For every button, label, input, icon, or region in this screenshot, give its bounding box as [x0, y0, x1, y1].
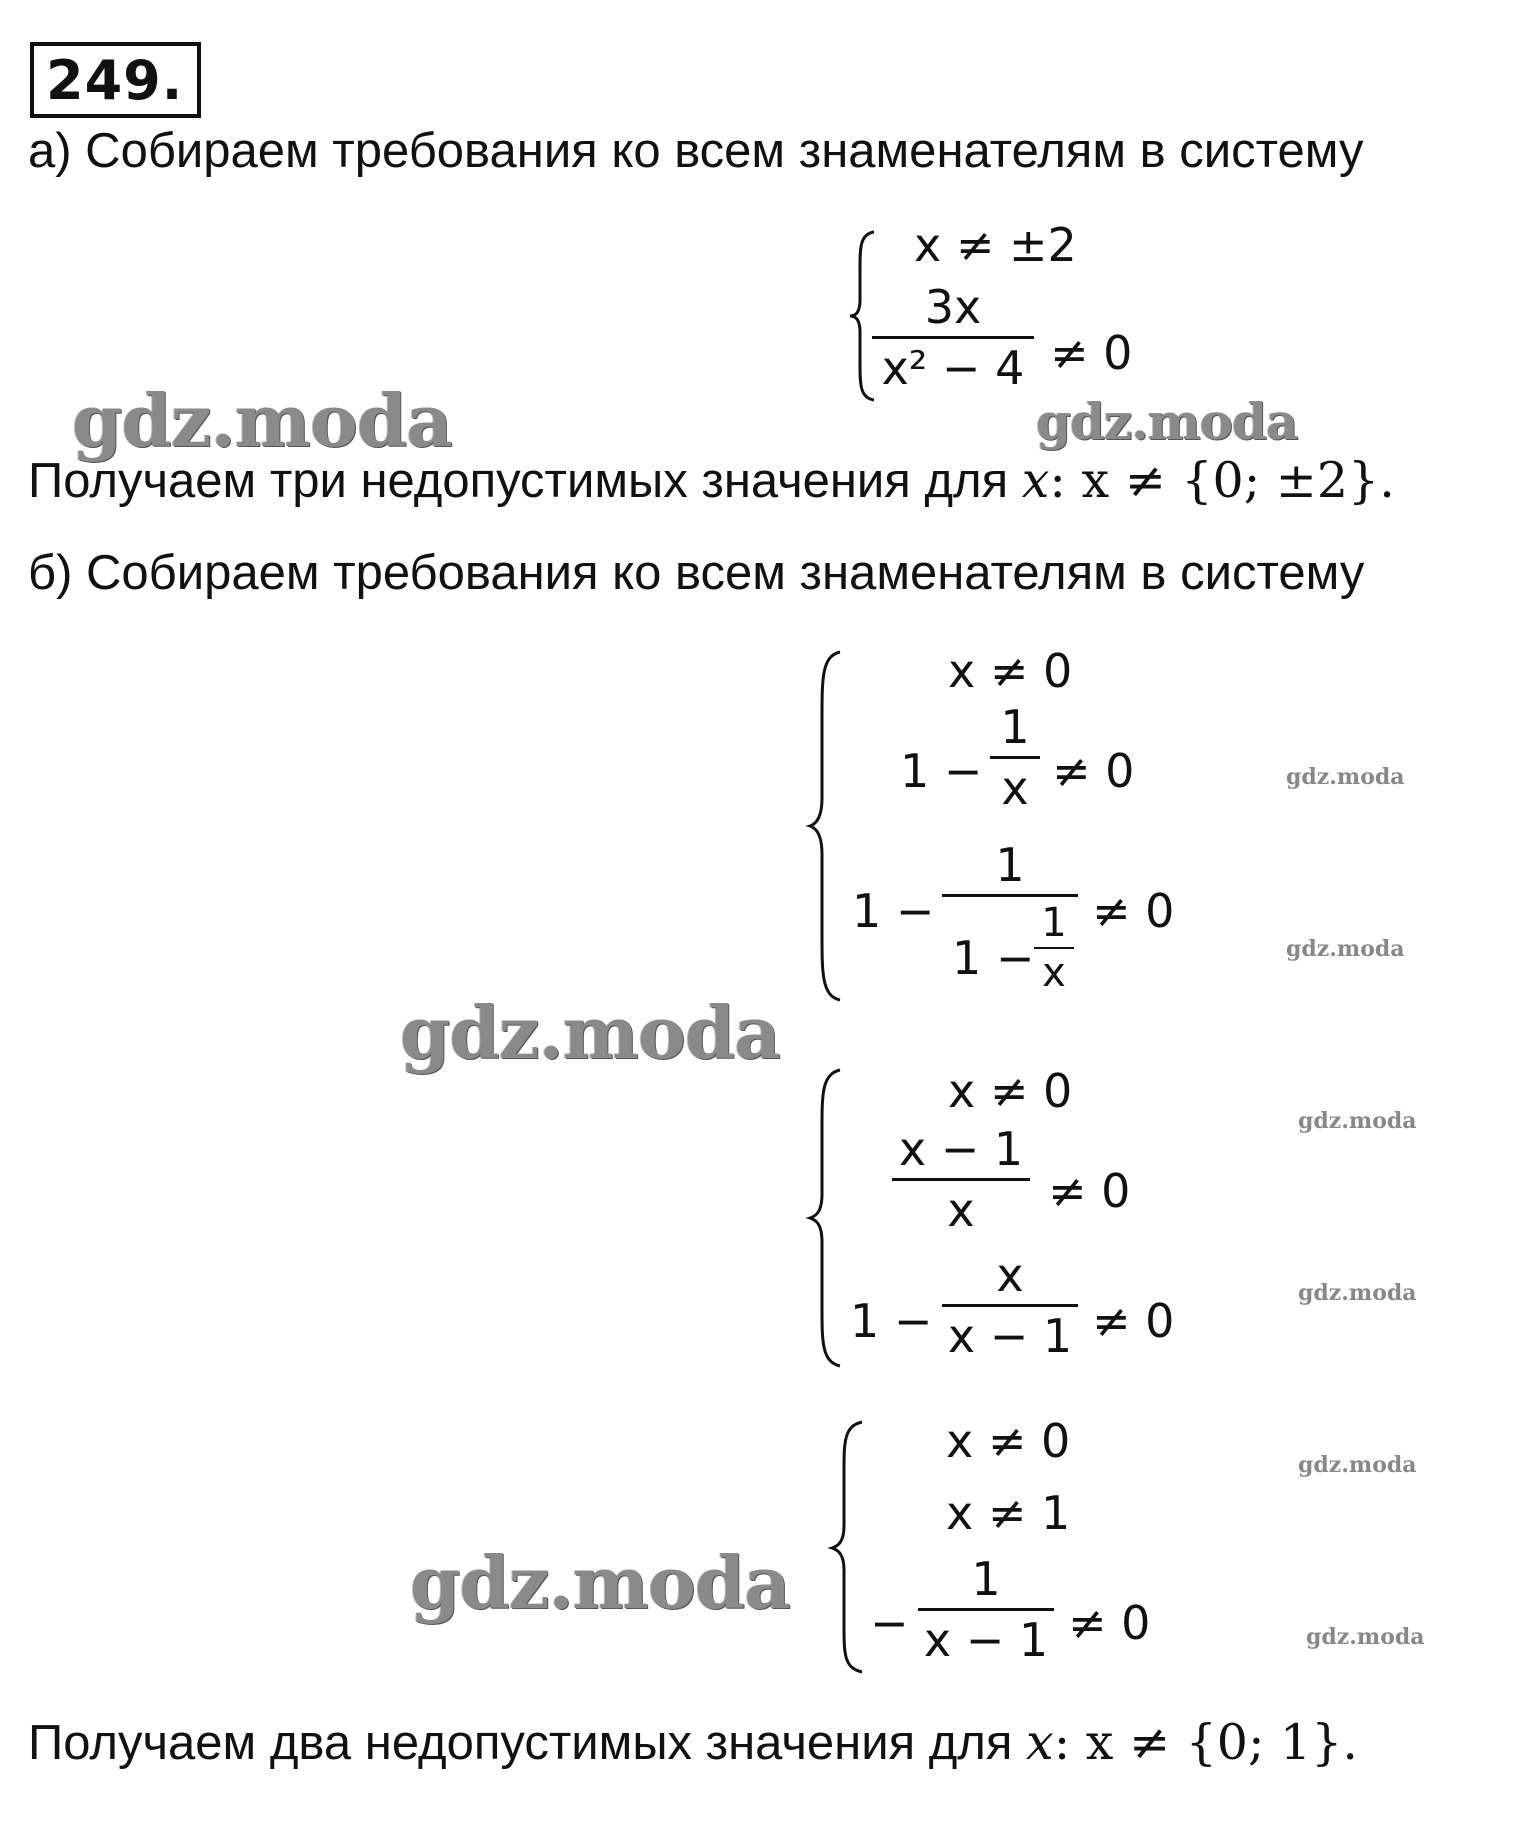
s1-l3-lead: 1 −	[852, 884, 935, 938]
watermark: gdz.moda	[1298, 1452, 1417, 1478]
s2-l2-denominator: x	[947, 1183, 975, 1237]
watermark: gdz.moda	[72, 378, 452, 463]
result-prefix: Получаем два недопустимых значения для	[28, 1716, 1027, 1770]
s1-l3-numerator: 1	[995, 838, 1025, 892]
watermark: gdz.moda	[410, 1540, 790, 1625]
s1-l2-fraction	[990, 700, 1040, 815]
s1-l2-numerator: 1	[1000, 700, 1030, 754]
watermark: gdz.moda	[1298, 1280, 1417, 1306]
result-colon: :	[1053, 1714, 1086, 1771]
s1-l3-den-denominator: x	[1042, 950, 1066, 996]
watermark: gdz.moda	[400, 990, 780, 1075]
part-a-relation: ≠ 0	[1050, 326, 1133, 380]
s3-l3-numerator: 1	[971, 1552, 1001, 1606]
fraction-bar	[942, 894, 1078, 897]
s1-l2-relation: ≠ 0	[1052, 744, 1135, 798]
watermark: gdz.moda	[1286, 764, 1405, 790]
part-b-brace-2	[808, 1066, 844, 1370]
s3-line1: x ≠ 0	[946, 1414, 1071, 1468]
s1-l3-denominator	[942, 900, 1078, 1003]
watermark: gdz.moda	[1306, 1624, 1425, 1650]
s2-l2-relation: ≠ 0	[1048, 1164, 1131, 1218]
result-value: x ≠ {0; ±2}.	[1081, 452, 1395, 509]
s2-l2-numerator: x − 1	[898, 1122, 1024, 1176]
s1-l2-lead: 1 −	[900, 744, 983, 798]
part-b-brace-3	[830, 1418, 866, 1676]
fraction-bar	[918, 1608, 1054, 1611]
fraction-bar	[1034, 947, 1074, 949]
s3-l3-fraction	[918, 1552, 1054, 1667]
s1-l3-den-lead: 1 −	[952, 931, 1035, 985]
part-b-result	[28, 1714, 1358, 1772]
part-a-numerator: 3x	[924, 280, 982, 334]
fraction-bar	[990, 756, 1040, 759]
part-b-brace-1	[808, 648, 844, 1004]
s2-line1: x ≠ 0	[948, 1064, 1073, 1118]
result-var: x	[1021, 452, 1050, 509]
s1-l3-fraction	[942, 838, 1078, 1003]
s3-line2: x ≠ 1	[946, 1486, 1071, 1540]
fraction-bar	[942, 1304, 1078, 1307]
s1-l3-den-fraction	[1034, 900, 1074, 996]
s1-l3-den-numerator: 1	[1041, 900, 1067, 946]
s2-l3-lead: 1 −	[850, 1294, 933, 1348]
watermark: gdz.moda	[1286, 936, 1405, 962]
s3-l3-denominator: x − 1	[923, 1613, 1049, 1667]
part-b-intro: б) Собираем требования ко всем знаменателям в систему	[28, 546, 1365, 600]
fraction-bar	[892, 1178, 1030, 1181]
watermark: gdz.moda	[1298, 1108, 1417, 1134]
part-a-fraction	[872, 280, 1034, 395]
problem-number: 249.	[30, 42, 201, 118]
s2-l3-numerator: x	[996, 1248, 1024, 1302]
watermark: gdz.moda	[1036, 392, 1298, 451]
s2-l3-relation: ≠ 0	[1092, 1294, 1175, 1348]
s1-line1: x ≠ 0	[948, 644, 1073, 698]
s2-l3-fraction	[942, 1248, 1078, 1363]
part-a-line1: x ≠ ±2	[914, 218, 1077, 272]
s2-l3-denominator: x − 1	[947, 1309, 1073, 1363]
result-prefix: Получаем три недопустимых значения для	[28, 454, 1022, 508]
s3-l3-relation: ≠ 0	[1068, 1596, 1151, 1650]
result-var: x	[1026, 1714, 1054, 1771]
s2-l2-fraction	[892, 1122, 1030, 1237]
s3-l3-lead: −	[870, 1596, 909, 1650]
s1-l3-relation: ≠ 0	[1092, 884, 1175, 938]
part-a-denominator: x² − 4	[881, 341, 1025, 395]
result-value: x ≠ {0; 1}.	[1085, 1714, 1358, 1771]
s1-l2-denominator: x	[1001, 761, 1029, 815]
fraction-bar	[872, 336, 1034, 339]
result-colon: :	[1049, 452, 1082, 509]
part-a-intro: а) Собираем требования ко всем знаменателям в систему	[28, 124, 1364, 178]
